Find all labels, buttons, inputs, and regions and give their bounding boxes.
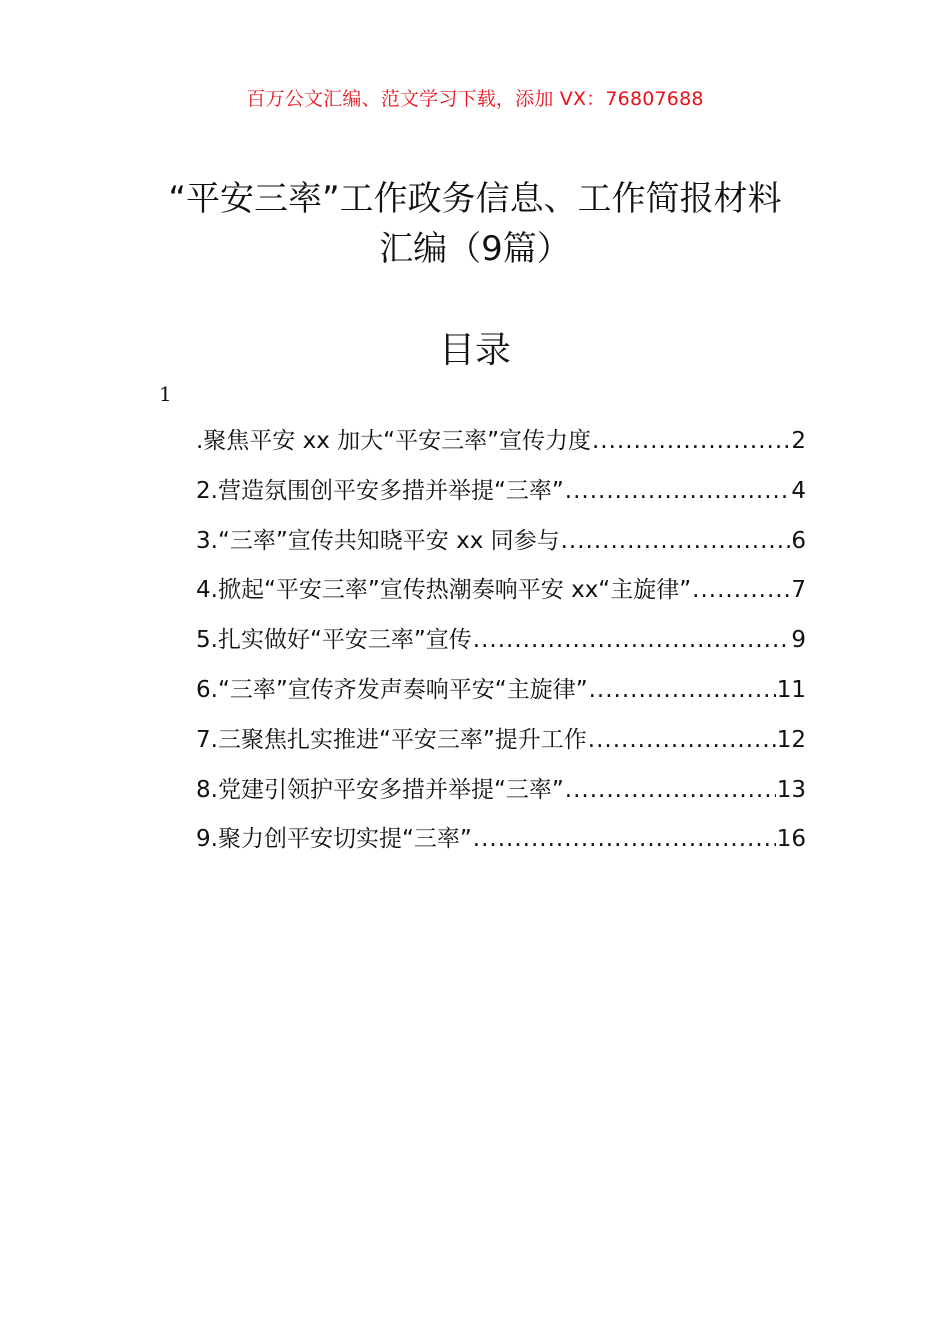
toc-item-page: 16 [776, 826, 806, 853]
toc-item-title: 6.“三率”宣传齐发声奏响平安“主旋律” [196, 676, 588, 703]
toc-item-title: 3.“三率”宣传共知晓平安 xx 同参与 [196, 527, 560, 554]
toc-item-page: 6 [791, 527, 806, 554]
toc-item-title: 9.聚力创平安切实提“三率” [196, 826, 472, 853]
document-title-line-2: 汇编（9篇） [379, 229, 571, 269]
toc-item[interactable] [196, 422, 806, 472]
toc-item-page: 2 [791, 428, 806, 454]
document-title-line-1: “平安三率”工作政务信息、工作简报材料 [168, 179, 782, 219]
toc-leader-dots [589, 677, 776, 703]
toc-item-title: 5.扎实做好“平安三率”宣传 [196, 627, 472, 654]
toc-item-title: 2.营造氛围创平安多措并举提“三率” [196, 477, 564, 504]
toc-item[interactable] [196, 671, 806, 721]
header-note: 百万公文汇编、范文学习下载，添加 VX：76807688 [246, 88, 704, 110]
toc-item-page: 13 [776, 776, 806, 803]
toc-item[interactable] [196, 522, 806, 572]
toc-item-page: 4 [791, 477, 806, 504]
toc-leader-dots [692, 577, 790, 603]
toc-item[interactable] [196, 621, 806, 671]
toc-item-title: .聚焦平安 xx 加大“平安三率”宣传力度 [196, 428, 591, 454]
toc-leader-dots [565, 478, 791, 504]
toc-item-page: 11 [776, 676, 806, 703]
toc-item[interactable] [196, 771, 806, 821]
toc-item-page: 7 [791, 577, 806, 604]
table-of-contents [196, 422, 806, 870]
toc-item-page: 9 [791, 627, 806, 654]
toc-leader-dots [561, 528, 791, 554]
toc-item[interactable] [196, 472, 806, 522]
toc-leader-dots [592, 428, 790, 454]
page-number-marker: 1 [159, 382, 172, 406]
toc-heading: 目录 [438, 330, 511, 371]
toc-item[interactable] [196, 820, 806, 870]
toc-item-title: 8.党建引领护平安多措并举提“三率” [196, 776, 564, 803]
toc-item-title: 4.掀起“平安三率”宣传热潮奏响平安 xx“主旋律” [196, 577, 692, 604]
toc-leader-dots [588, 727, 776, 753]
toc-leader-dots [565, 777, 776, 803]
toc-item-title: 7.三聚焦扎实推进“平安三率”提升工作 [196, 726, 587, 753]
toc-leader-dots [473, 826, 776, 852]
toc-item[interactable] [196, 721, 806, 771]
toc-item[interactable] [196, 571, 806, 621]
toc-leader-dots [473, 627, 791, 653]
document-title [100, 174, 850, 274]
toc-item-page: 12 [776, 726, 806, 753]
